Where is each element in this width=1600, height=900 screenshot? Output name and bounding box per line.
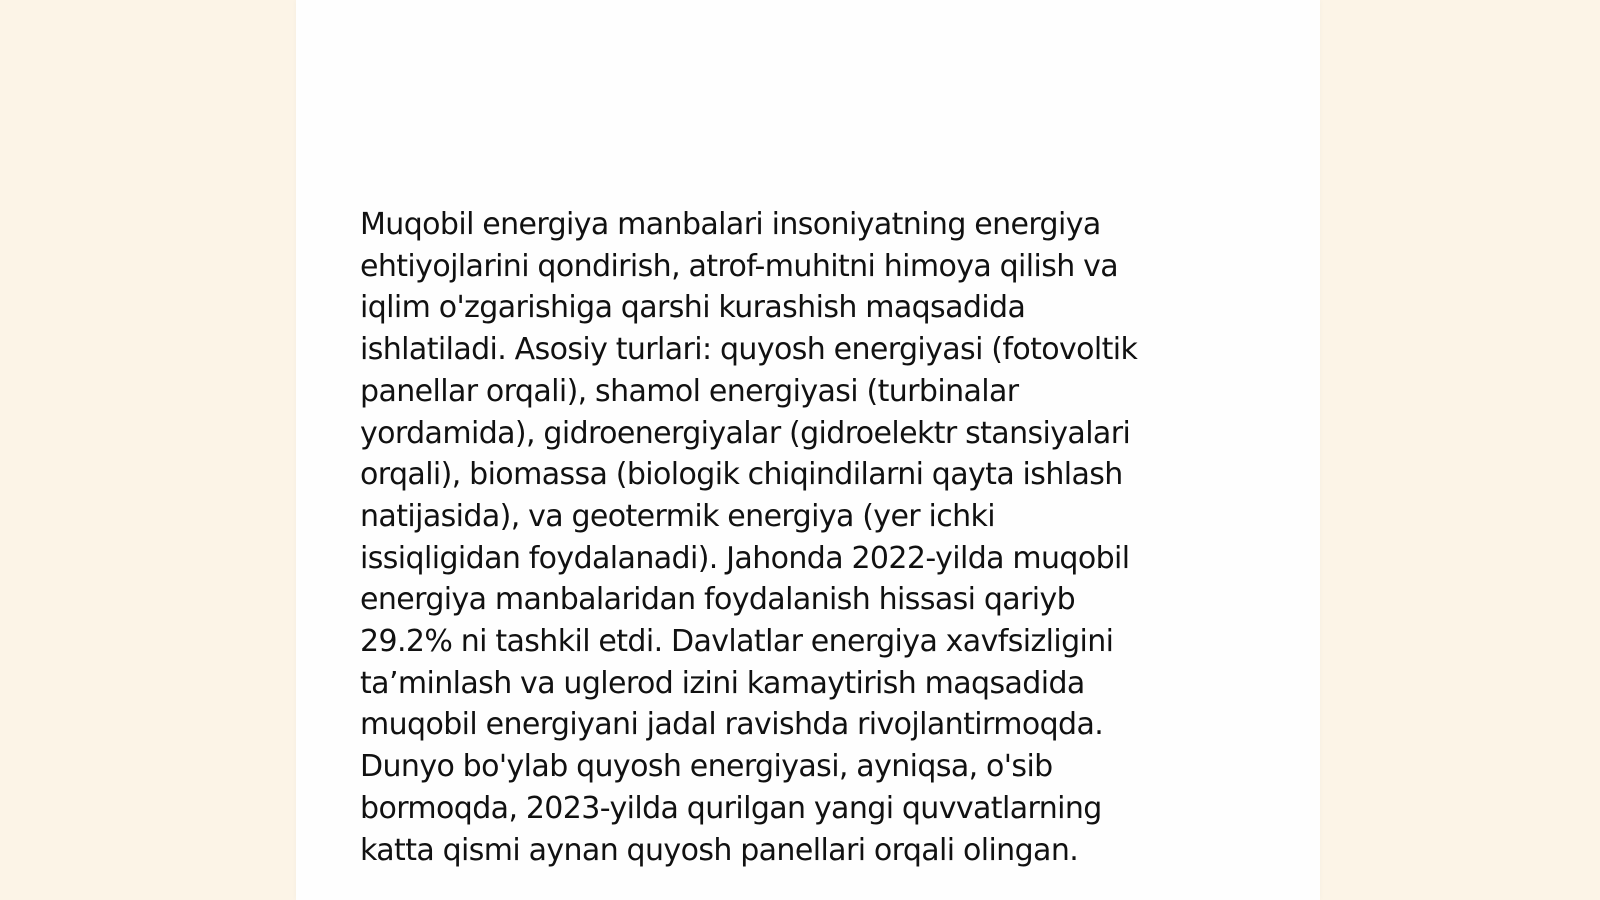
paragraph-line: katta qismi aynan quyosh panellari orqali olingan. — [360, 832, 1079, 868]
paragraph-line: panellar orqali), shamol energiyasi (turbinalar — [360, 373, 1019, 409]
paragraph-line: bormoqda, 2023-yilda qurilgan yangi quvvatlarning — [360, 790, 1102, 826]
paragraph-line: Muqobil energiya manbalari insoniyatning energiya — [360, 207, 1101, 242]
paragraph-line: muqobil energiyani jadal ravishda rivojlantirmoqda. — [360, 707, 1104, 743]
article-paragraph — [360, 204, 1240, 871]
paragraph-line: 29.2% ni tashkil etdi. Davlatlar energiya xavfsizligini — [360, 624, 1114, 660]
paragraph-line: ishlatiladi. Asosiy turlari: quyosh energiyasi (fotovoltik — [360, 332, 1138, 368]
document-page — [296, 0, 1320, 900]
paragraph-line: Dunyo bo'ylab quyosh energiyasi, ayniqsa, o'sib — [360, 749, 1053, 785]
paragraph-line: orqali), biomassa (biologik chiqindilarni qayta ishlash — [360, 457, 1123, 493]
paragraph-line: issiqligidan foydalanadi). Jahonda 2022-yilda muqobil — [360, 540, 1130, 576]
paragraph-line: natijasida), va geotermik energiya (yer ichki — [360, 498, 996, 534]
paragraph-line: yordamida), gidroenergiyalar (gidroelektr stansiyalari — [360, 415, 1131, 451]
paragraph-line: energiya manbalaridan foydalanish hissasi qariyb — [360, 582, 1076, 618]
paragraph-line: iqlim o'zgarishiga qarshi kurashish maqsadida — [360, 290, 1026, 326]
paragraph-line: ta’minlash va uglerod izini kamaytirish maqsadida — [360, 665, 1085, 701]
paragraph-line: ehtiyojlarini qondirish, atrof-muhitni himoya qilish va — [360, 248, 1119, 284]
